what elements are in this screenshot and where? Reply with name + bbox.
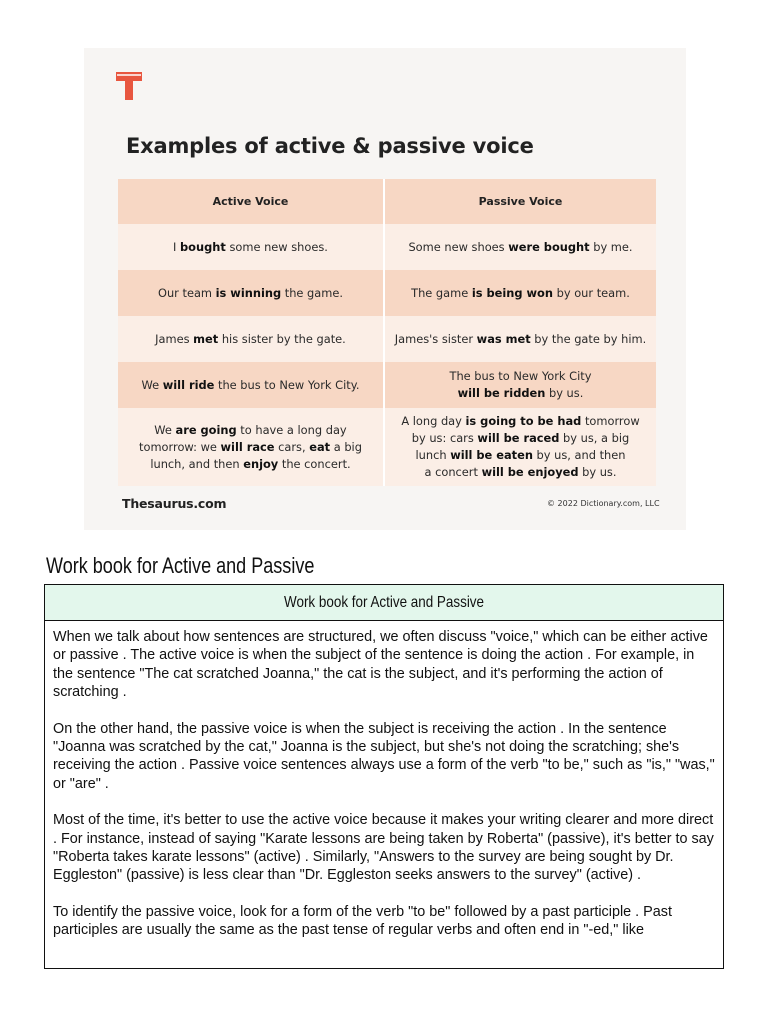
passive-voice-header: Passive Voice	[385, 179, 656, 224]
active-example: We will ride the bus to New York City.	[118, 362, 383, 408]
passive-example: The bus to New York City will be ridden by us.	[385, 362, 656, 408]
paragraph: Most of the time, it's better to use the active voice because it makes your writing clearer and more direct . For instance, instead of saying "Karate lessons are being taken by Roberta" (passive), it's better to say "Roberta takes karate lessons" (active) . Similarly, "Answers to the survey are being sought by Dr. Eggleston" (passive) is less clear than "Dr. Eggleston seeks answers to the survey" (active) .	[53, 812, 714, 884]
infographic-image	[84, 48, 686, 530]
workbook-box-header	[45, 585, 723, 621]
active-example: Our team is winning the game.	[118, 270, 383, 316]
table-row	[118, 224, 656, 270]
passive-example: Some new shoes were bought by me.	[385, 224, 656, 270]
table-row	[118, 270, 656, 316]
active-example: I bought some new shoes.	[118, 224, 383, 270]
paragraph: On the other hand, the passive voice is when the subject is receiving the action . In the sentence "Joanna was scratched by the cat," Joanna is the subject, but she's not doing the scratching; she's receiving the action . Passive voice sentences always use a form of the verb "to be," such as "is," "was," or "are" .	[53, 720, 715, 792]
workbook-box	[44, 584, 724, 969]
active-voice-header: Active Voice	[118, 179, 383, 224]
infographic-title: Examples of active & passive voice	[126, 134, 534, 158]
passive-example: James's sister was met by the gate by him.	[385, 316, 656, 362]
workbook-heading: Work book for Active and Passive	[46, 553, 315, 578]
copyright-notice: © 2022 Dictionary.com, LLC	[547, 499, 660, 508]
table-row	[118, 408, 656, 486]
table-row	[118, 362, 656, 408]
passive-example: The game is being won by our team.	[385, 270, 656, 316]
workbook-box-title: Work book for Active and Passive	[284, 593, 484, 611]
thesaurus-logo-icon	[116, 72, 142, 100]
active-example: James met his sister by the gate.	[118, 316, 383, 362]
passive-example: A long day is going to be had tomorrow by us: cars will be raced by us, a big lunch will be eaten by us, and then a concert will be enjoyed by us.	[385, 408, 656, 486]
paragraph: When we talk about how sentences are structured, we often discuss "voice," which can be either active or passive . The active voice is when the subject of the sentence is doing the action . For example, in the sentence "The cat scratched Joanna," the cat is the subject, and it's performing the action of scratching .	[53, 629, 708, 701]
workbook-content	[45, 621, 723, 940]
thesaurus-brand: Thesaurus.com	[122, 496, 227, 511]
active-example: We are going to have a long day tomorrow: we will race cars, eat a big lunch, and then enjoy the concert.	[118, 408, 383, 486]
table-row	[118, 316, 656, 362]
voice-examples-table	[118, 179, 656, 486]
table-header-row	[118, 179, 656, 224]
paragraph: To identify the passive voice, look for a form of the verb "to be" followed by a past participle . Past participles are usually the same as the past tense of regular verbs and often end in "-ed," like	[53, 903, 672, 939]
